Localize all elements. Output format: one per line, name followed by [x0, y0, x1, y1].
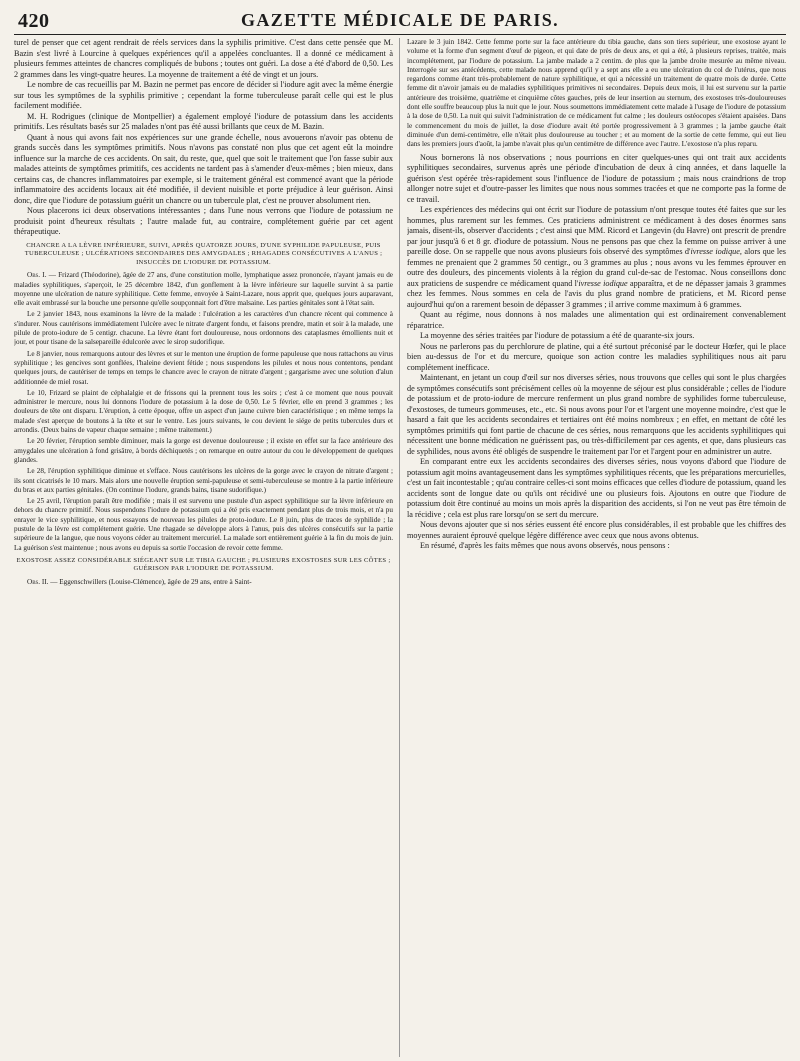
journal-title: GAZETTE MÉDICALE DE PARIS.	[240, 10, 560, 30]
observation-paragraph	[14, 578, 393, 587]
paragraph: Nous placerons ici deux observations intéressantes ; dans l'une nous verrons que l'iodure de potassium ne produisit point d'heureux résultats ; l'autre malade fut, au contraire, complétement guérie par cet agent thérapeutique.	[14, 206, 393, 236]
paragraph: Quant au régime, nous donnons à nos malades une alimentation qui est ordinairement convenablement réparatrice.	[407, 310, 786, 330]
italic-term: ivresse iodique	[578, 278, 628, 288]
paragraph: Nous ne parlerons pas du perchlorure de platine, qui a été surtout préconisé par le docteur Hœfer, qui le place bien au-dessus de l'or et du mercure, quoique son action contre les maladies syphilitiques nous ait paru complétement inefficace.	[407, 341, 786, 372]
paragraph: Quant à nous qui avons fait nos expériences sur une grande échelle, nous avouerons n'avoir pas obtenu de grands succès dans les symptômes primitifs. Nous n'avons pas constaté non plus que cet agent eût la moindre influence sur la marche de ces accidents. On sait, du reste, que, quel que soit le traitement que l'on fasse subir aux malades atteints de symptômes primitifs, ces accidents ne tardent pas à s'amender d'eux-mêmes ; bien mieux, dans certains cas, de chancres inflammatoires par exemple, si le traitement général est commencé avant que la période inflammatoire des accidents locaux ait été modifiée, il devient nuisible et porte préjudice à leur guérison. Ainsi donc, dire que l'iodure de potassium guérit un chancre ou un tubercule plat, c'est ne prouver absolument rien.	[14, 132, 393, 205]
paragraph: turel de penser que cet agent rendrait de réels services dans la syphilis primitive. C'est dans cette pensée que M. Bazin s'est livré à Lourcine à quelques expériences qu'il a appelées concluantes. Il a donné ce médicament à plusieurs femmes atteintes de chancres compliqués de bubons ; toutes ont guéri. La dose a été d'abord de 0,50. Les 2 grammes dans les vingt-quatre heures. La moyenne de traitement a été de vingt et un jours.	[14, 38, 393, 79]
paragraph: Le nombre de cas recueillis par M. Bazin ne permet pas encore de décider si l'iodure agit avec la même énergie sur tous les symptômes de la syphilis primitive ; cependant la forme tuberculeuse paraît celle qui est le plus facilement modifiée.	[14, 80, 393, 110]
observation-paragraph: Lazare le 3 juin 1842. Cette femme porte sur la face antérieure du tibia gauche, dans son tiers supérieur, une exostose ayant le volume et la forme d'un segment d'œuf de pigeon, et qui date de près de deux ans, et qui a été, à plusieurs reprises, traitée, mais incomplétement, par l'iodure de potassium. La jambe malade a 2 centim. de plus que la jambe droite mesurée au même niveau. Interrogée sur ses antécédents, cette malade nous apprend qu'il y a sept ans elle a eu une ulcération du col de l'utérus, que nous regardons comme étant très-probablement de nature syphilitique, et qui a nécessité un traitement de quatre mois de durée. Cette femme dit n'avoir jamais eu de maladies syphilitiques primitives ni secondaires. Depuis deux mois, il lui est survenu sur la partie antérieure des troisième, quatrième et cinquième côtes gauches, près de leur insertion au sternum, des exostoses très-douloureuses dont elle souffre beaucoup plus la nuit que le jour. Nous soumettons immédiatement cette malade à l'usage de l'iodure de potassium à la dose de 0,50. La nuit qui suivit l'administration de ce médicament fut calme ; les douleurs ostéocopes s'étaient apaisées. Dans le commencement du mois de juillet, la dose d'iodure avait été portée progressivement à 3 grammes ; la jambe gauche était diminuée d'un demi-centimètre, elle n'était plus douloureuse au toucher ; et au moment de la sortie de cette femme, qui eut lieu dans les premiers jours d'août, la jambe n'avait plus qu'un centimètre de différence avec l'autre. L'exostose n'a plus reparu.	[407, 38, 786, 149]
observation-paragraph: Le 8 janvier, nous remarquons autour des lèvres et sur le menton une éruption de forme papuleuse que nous rattachons au virus syphilitique ; les gencives sont gonflées, l'haleine devient fétide ; nous suspendons les pilules et nous nous contentons, pendant quelques jours, de cautériser de temps en temps le chancre avec le crayon de nitrate d'argent ; gargarisme avec une solution d'alun additionnée de miel rosat.	[14, 349, 393, 386]
observation-paragraph: Le 25 avril, l'éruption paraît être modifiée ; mais il est survenu une pustule d'un aspect syphilitique sur la lèvre inférieure en dehors du chancre primitif. Nous suspendons l'iodure de potassium qui a été pris exactement pendant plus de trois mois, et n'a pu enrayer le vice syphilitique, et nous essayons de nouveau les pilules de proto-iodure. Le 8 juin, plus de traces de syphilide ; la pustule de la lèvre est complétement guérie. Une rhagade se développe alors à l'anus, puis des ulcères consécutifs sur la partie supérieure de la langue, que nous voyons céder au traitement mercuriel. La malade sort entièrement guérie à la fin du mois de juin. La guérison s'est maintenue ; nous avons eu depuis sa sortie l'occasion de revoir cette femme.	[14, 497, 393, 552]
paragraph-text: , alors que les femmes ne prenaient que 2 grammes 50 centigr., ou 3 grammes au plus ; nous avons vu les femmes éprouver en outre des douleurs, des pincements violents à la région du grand cul-de-sac de l'estomac. Nous conseillons donc aux praticiens de suspendre ce médicament quand l'	[407, 247, 786, 288]
observation-paragraph: Le 28, l'éruption syphilitique diminue et s'efface. Nous cautérisons les ulcères de la gorge avec le crayon de nitrate d'argent ; ils sont cicatrisés le 10 mars. Mais alors une nouvelle éruption semi-papuleuse et semi-tuberculeuse se montre à la partie inférieure du bras et aux parties génitales. (On continue l'iodure, grands bains, tisane sudorifique.)	[14, 467, 393, 494]
article-columns	[14, 38, 786, 1057]
paragraph-text: apparaîtra, et de ne dépasser jamais 3 grammes chez les femmes. Nous sommes en cela de l'avis du plus grand nombre de praticiens, et M. Ricord pense aujourd'hui qu'on a rarement besoin de dépasser 3 grammes ; il arrive comme maximum à 6 grammes.	[407, 278, 786, 309]
observation-paragraph: Le 10, Frizard se plaint de céphalalgie et de frissons qui la prennent tous les soirs ; c'est à ce moment que nous pouvait administrer le mercure, nous lui donnons l'iodure de potassium à la dose de 0,50. Le 5 février, elle en prend 3 grammes ; les douleurs de tête ont disparu. L'éruption, à cette époque, offre un aspect d'un jaune cuivre bien caractéristique ; en même temps la malade s'est aperçue de boutons à la tête et sur le ventre. Les jours suivants, le cou devient le siége de petits tubercules durs et arrondis. (Deux bains de vapeur chaque semaine ; même traitement.)	[14, 388, 393, 435]
paragraph: M. H. Rodrigues (clinique de Montpellier) a également employé l'iodure de potassium dans les accidents primitifs. Les résultats basés sur 25 malades n'ont pas été aussi brillants que ceux de M. Bazin.	[14, 111, 393, 131]
observation-paragraph	[14, 271, 393, 308]
observation-heading: EXOSTOSE ASSEZ CONSIDÉRABLE SIÉGEANT SUR LE TIBIA GAUCHE ; PLUSIEURS EXOSTOSES SUR LES CÔTES ; GUÉRISON PAR L'IODURE DE POTASSIUM.	[16, 556, 391, 573]
observation-text: — Eggenschwillers (Louise-Clémence), âgée de 29 ans, entre à Saint-	[48, 578, 252, 587]
left-column	[14, 38, 393, 1057]
paragraph: Nous devons ajouter que si nos séries eussent été encore plus considérables, il est probable que les chiffres des moyennes auraient éprouvé quelque légère différence avec ceux que nous avons obtenus.	[407, 520, 786, 540]
page-header	[14, 8, 786, 35]
paragraph-text: Les expériences des médecins qui ont écrit sur l'iodure de potassium n'ont presque toutes été faites que sur les hommes, plus rarement sur les femmes. Ces praticiens administrent ce médicament à des doses énormes sans jamais, disent-ils, observer d'accidents ; c'est ainsi que MM. Ricord et Langevin (du Havre) ont prescrit de prendre par jour jusqu'à 6 et 8 gr. d'iodure de potassium. Nous ne pensons pas que chez la femme on puisse arriver à une pareille dose. On se rappelle que nous avons plusieurs fois observé des symptômes d'	[407, 205, 786, 257]
paragraph: La moyenne des séries traitées par l'iodure de potassium a été de quarante-six jours.	[420, 331, 695, 341]
paragraph: Nous bornerons là nos observations ; nous pourrions en citer quelques-unes qui ont trait aux accidents syphilitiques secondaires, survenus après une période d'incubation de deux à cinq années, et dans laquelle la guérison s'est opérée très-rapidement sous l'influence de l'iodure de potassium ; mais nous craindrions de trop allonger notre sujet et d'outre-passer les limites que nous nous sommes tracées et que ne comporte pas la forme de ce travail.	[407, 152, 786, 204]
observation-text: — Frizard (Théodorine), âgée de 27 ans, d'une constitution molle, lymphatique assez prononcée, n'ayant jamais eu de maladies syphilitiques, s'aperçoit, le 25 décembre 1842, d'un gonflement à la lèvre inférieure sur laquelle survint à sa partie moyenne une ulcération de nature syphilitique. Cette femme, envoyée à Saint-Lazare, nous apprit que, quelques jours auparavant, elle avait embrassé sur la bouche une personne qu'elle soupçonnait fort d'être malsaine. Les parties génitales sont à l'état sain.	[14, 271, 393, 308]
observation-paragraph: Le 20 février, l'éruption semble diminuer, mais la gorge est devenue douloureuse ; il existe en effet sur la face antérieure des amygdales une ulcération à fond grisâtre, à bords déchiquetés ; on remarque en outre autour du cou le développement de quelques glandes.	[14, 437, 393, 464]
paragraph	[407, 205, 786, 310]
paragraph: En résumé, d'après les faits mêmes que nous avons observés, nous pensons :	[420, 541, 670, 551]
page-number: 420	[18, 10, 50, 32]
paragraph: En comparant entre eux les accidents secondaires des diverses séries, nous voyons d'abord que l'iodure de potassium agit moins avantageusement dans les symptômes syphilitiques récents, que les préparations mercurielles, c'est un fait incontestable ; qu'au contraire celles-ci sont moins efficaces que celles d'iodure de potassium, quand les accidents sont de longue date ou qu'ils ont récidivé une ou plusieurs fois. Ajoutons en outre que l'iodure de potassium doit être continué au moins un mois après la disparition des accidents, si l'on ne veut pas être témoin de la récidive ; cela est plus rare lorsqu'on se sert du mercure.	[407, 457, 786, 519]
right-column	[407, 38, 786, 1057]
observation-label: Obs. I.	[27, 271, 47, 280]
italic-term: ivresse iodique	[690, 247, 740, 257]
observation-heading: CHANCRE A LA LÈVRE INFÉRIEURE, SUIVI, APRÈS QUATORZE JOURS, D'UNE SYPHILIDE PAPULEUSE, PUIS TUBERCULEUSE ; ULCÉRATIONS SECONDAIRES DES AMYGDALES ; RHAGADES CONSÉCUTIVES A L'ANUS ; INSUCCÈS DE L'IODURE DE POTASSIUM.	[24, 241, 383, 266]
observation-paragraph: Le 2 janvier 1843, nous examinons la lèvre de la malade : l'ulcération a les caractères d'un chancre récent qui commence à s'indurer. Nous cautérisons immédiatement l'ulcère avec le nitrate d'argent fondu, et faisons prendre, matin et soir à la malade, une pilule de proto-iodure de 5 centigr. chacune. La lèvre étant fort douloureuse, nous ordonnons des cataplasmes émollients nuit et jour, et pour tisane de la salsepareille édulcorée avec le sirop sudorifique.	[14, 310, 393, 347]
paragraph: Maintenant, en jetant un coup d'œil sur nos diverses séries, nous trouvons que celles qui sont le plus chargées de symptômes consécutifs sont précisément celles où la moyenne de séjour est plus considérable ; celles de l'iodure de potassium et de proto-iodure de mercure renferment un plus grand nombre de syphilides forme tuberculeuse, d'exostoses, de tumeurs gommeuses, etc., etc. Si nous avons pour l'or et l'argent une moyenne moindre, c'est que le hasard a fait que les accidents secondaires et tertiaires ont été moins nombreux ; en effet, en mettant de côté les symptômes primitifs qui font partie de chacune de ces séries, nous remarquons que les accidents syphilitiques qui nécessitent une bonne médication ne guérissent pas, ou très-difficilement par ces agents, et que, dans plusieurs cas de syphilides, nous avons été obligés de suspendre le traitement par l'or et l'argent pour en administrer un autre.	[407, 373, 786, 456]
observation-label: Obs. II.	[27, 578, 49, 587]
